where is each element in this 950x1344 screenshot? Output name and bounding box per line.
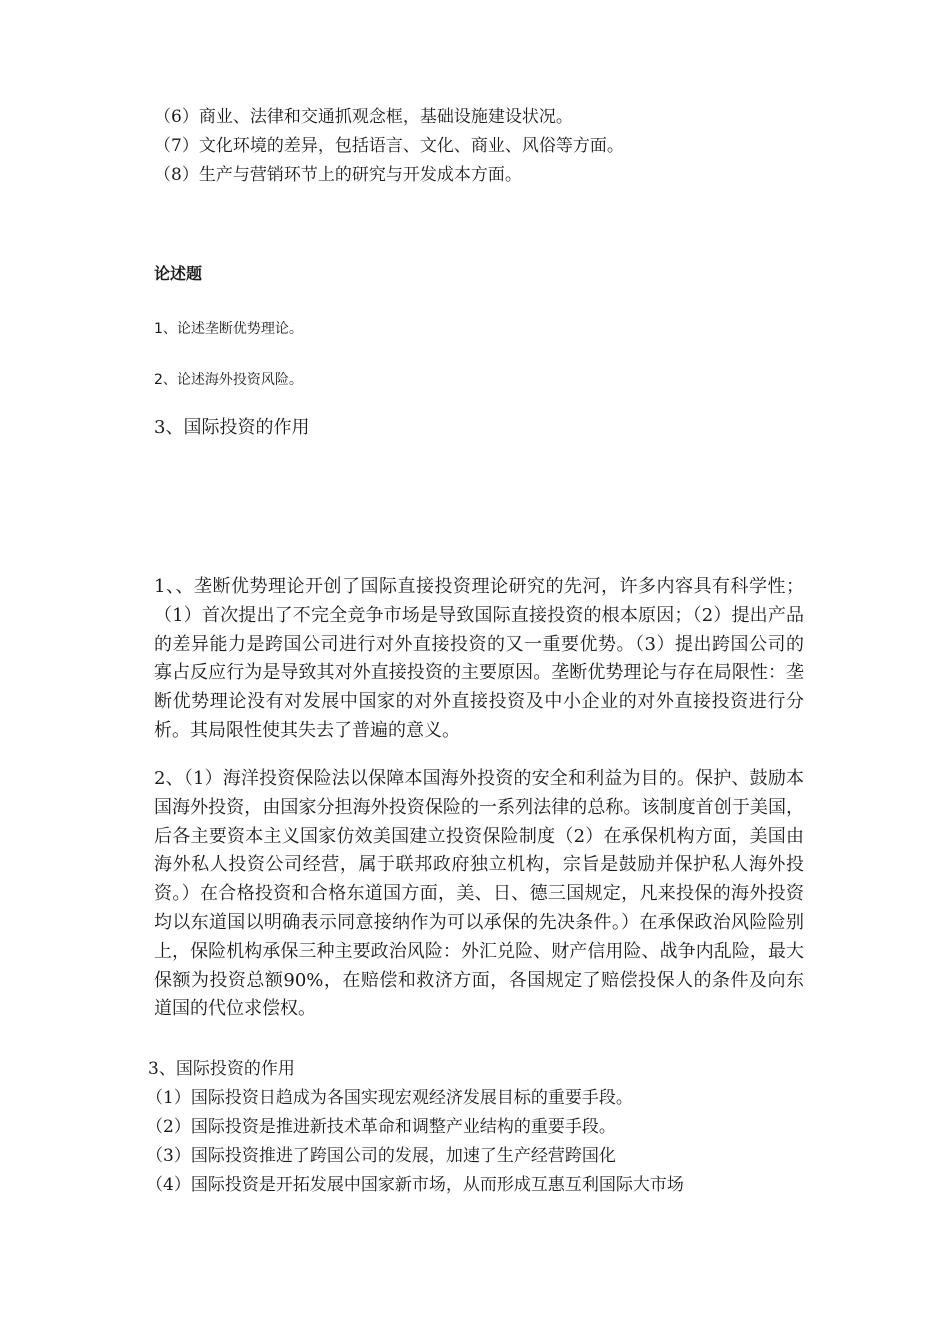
list-item: （3）国际投资推进了跨国公司的发展，加速了生产经营跨国化 bbox=[146, 1146, 616, 1166]
list-item: （2）国际投资是推进新技术革命和调整产业结构的重要手段。 bbox=[146, 1117, 616, 1137]
list-item: （7）文化环境的差异，包括语言、文化、商业、风俗等方面。 bbox=[154, 136, 624, 156]
answer-1: 1、、垄断优势理论开创了国际直接投资理论研究的先河，许多内容具有科学性；（1）首次提出了不完全竞争市场是导致国际直接投资的根本原因；（2）提出产品的差异能力是跨国公司进行对外直接投资的又一重要优势。（3）提出跨国公司的寡占反应行为是导致其对外直接投资的主要原因。垄断优势理论与存在局限性：垄断优势理论没有对发展中国家的对外直接投资及中小企业的对外直接投资进行分析。其局限性使其失去了普遍的意义。 bbox=[154, 576, 804, 741]
answer-3 bbox=[146, 1055, 846, 1200]
question-3: 3、国际投资的作用 bbox=[154, 417, 310, 438]
list-item: （1）国际投资日趋成为各国实现宏观经济发展目标的重要手段。 bbox=[146, 1088, 633, 1108]
answer-3-list bbox=[146, 1084, 846, 1200]
intro-list bbox=[154, 103, 854, 190]
list-item: （4）国际投资是开拓发展中国家新市场，从而形成互惠互利国际大市场 bbox=[146, 1175, 684, 1195]
list-item: （6）商业、法律和交通抓观念框，基础设施建设状况。 bbox=[154, 107, 573, 127]
answer-3-title: 3、国际投资的作用 bbox=[148, 1059, 295, 1079]
section-heading: 论述题 bbox=[154, 264, 203, 283]
list-item: （8）生产与营销环节上的研究与开发成本方面。 bbox=[154, 165, 522, 185]
question-1: 1、论述垄断优势理论。 bbox=[154, 321, 303, 337]
answer-2: 2、（1）海洋投资保险法以保障本国海外投资的安全和利益为目的。保护、鼓励本国海外投资，由国家分担海外投资保险的一系列法律的总称。该制度首创于美国，后各主要资本主义国家仿效美国建立投资保险制度（2）在承保机构方面，美国由海外私人投资公司经营，属于联邦政府独立机构，宗旨是鼓励并保护私人海外投资。）在合格投资和合格东道国方面，美、日、德三国规定，凡来投保的海外投资均以东道国以明确表示同意接纳作为可以承保的先决条件。）在承保政治风险险别上，保险机构承保三种主要政治风险：外汇兑险、财产信用险、战争内乱险，最大保额为投资总额90%，在赔偿和救济方面，各国规定了赔偿投保人的条件及向东道国的代位求偿权。 bbox=[154, 768, 804, 1020]
question-2: 2、论述海外投资风险。 bbox=[154, 372, 303, 388]
